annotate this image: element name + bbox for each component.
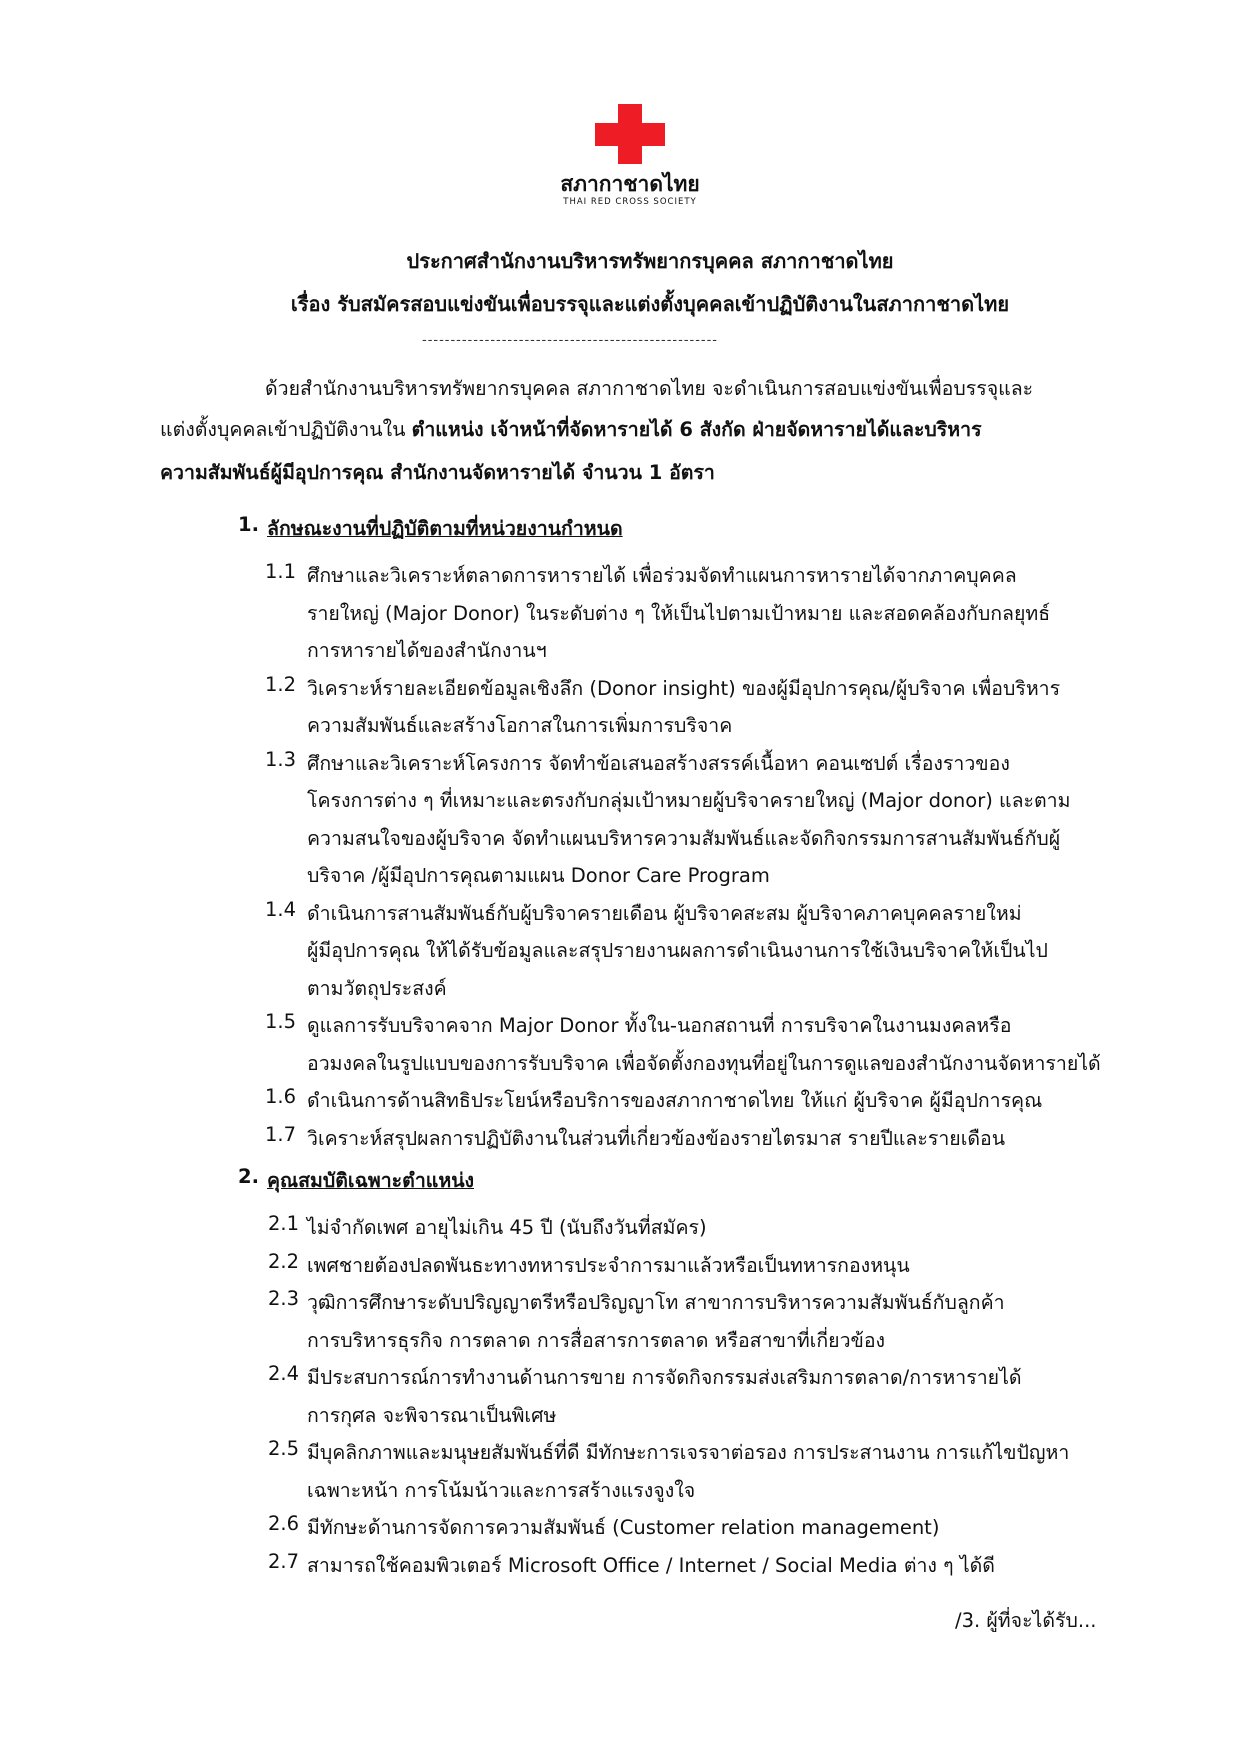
intro-line-2-text: แต่งตั้งบุคคลเข้าปฏิบัติงานใน — [160, 418, 412, 441]
item-text-line: วิเคราะห์สรุปผลการปฏิบัติงานในส่วนที่เกี่ยวข้องข้องรายไตรมาส รายปีและรายเดือน — [307, 1126, 1006, 1150]
section-title: ลักษณะงานที่ปฏิบัติตามที่หน่วยงานกำหนด — [267, 517, 623, 540]
item-number: 2.4 — [268, 1362, 300, 1385]
item-text-line: ความสนใจของผู้บริจาค จัดทำแผนบริหารความสัมพันธ์และจัดกิจกรรมการสานสัมพันธ์กับผู้ — [307, 826, 1061, 850]
item-number: 1.6 — [265, 1085, 297, 1108]
item-text-line: ความสัมพันธ์และสร้างโอกาสในการเพิ่มการบริจาค — [307, 714, 733, 737]
item-text-line: ตามวัตถุประสงค์ — [307, 976, 447, 1000]
intro-line-3: ความสัมพันธ์ผู้มีอุปการคุณ สำนักงานจัดหารายได้ จำนวน 1 อัตรา — [160, 461, 715, 484]
item-text-line: การบริหารธุรกิจ การตลาด การสื่อสารการตลาด หรือสาขาที่เกี่ยวข้อง — [307, 1328, 886, 1352]
item-number: 2.2 — [268, 1249, 300, 1273]
item-number: 2.5 — [268, 1437, 300, 1460]
item-number: 1.4 — [265, 897, 297, 921]
item-text-line: อวมงคลในรูปแบบของการรับบริจาค เพื่อจัดตั้งกองทุนที่อยู่ในการดูแลของสำนักงานจัดหารายได้ — [307, 1051, 1101, 1075]
item-text-line: เพศชายต้องปลดพันธะทางทหารประจำการมาแล้วหรือเป็นทหารกองหนุน — [307, 1253, 910, 1277]
item-text-line: โครงการต่าง ๆ ที่เหมาะและตรงกับกลุ่มเป้าหมายผู้บริจาครายใหญ่ (Major donor) และตาม — [307, 789, 1071, 812]
item-text-line: ศึกษาและวิเคราะห์โครงการ จัดทำข้อเสนอสร้างสรรค์เนื้อหา คอนเซปต์ เรื่องราวของ — [307, 751, 1010, 775]
divider-line: ---------------------------------------------------- — [422, 333, 718, 348]
item-text-line: วิเคราะห์รายละเอียดข้อมูลเชิงลึก (Donor insight) ของผู้มีอุปการคุณ/ผู้บริจาค เพื่อบริหาร — [307, 676, 1061, 700]
item-number: 1.3 — [265, 747, 297, 771]
org-name-english: THAI RED CROSS SOCIETY — [563, 197, 697, 207]
item-text-line: ดูแลการรับบริจาคจาก Major Donor ทั้งใน-นอกสถานที่ การบริจาคในงานมงคลหรือ — [307, 1014, 1012, 1037]
section-number: 2. — [238, 1165, 259, 1188]
item-text-line: การกุศล จะพิจารณาเป็นพิเศษ — [307, 1403, 557, 1427]
item-number: 2.6 — [268, 1512, 300, 1535]
intro-line-2 — [160, 414, 982, 445]
cross-horizontal-bar — [595, 123, 665, 146]
item-text-line: มีบุคลิกภาพและมนุษยสัมพันธ์ที่ดี มีทักษะการเจรจาต่อรอง การประสานงาน การแก้ไขปัญหา — [307, 1441, 1070, 1464]
intro-position-name: ตำแหน่ง เจ้าหน้าที่จัดหารายได้ 6 สังกัด ฝ่ายจัดหารายได้และบริหาร — [411, 418, 982, 441]
item-text-line: เฉพาะหน้า การโน้มน้าวและการสร้างแรงจูงใจ — [307, 1478, 696, 1502]
item-number: 1.1 — [265, 560, 297, 583]
item-text-line: ไม่จำกัดเพศ อายุไม่เกิน 45 ปี (นับถึงวันที่สมัคร) — [307, 1216, 707, 1239]
section-title: คุณสมบัติเฉพาะตำแหน่ง — [267, 1169, 475, 1192]
intro-line-1: ด้วยสำนักงานบริหารทรัพยากรบุคคล สภากาชาดไทย จะดำเนินการสอบแข่งขันเพื่อบรรจุและ — [265, 377, 1034, 400]
item-text-line: สามารถใช้คอมพิวเตอร์ Microsoft Office / Internet / Social Media ต่าง ๆ ได้ดี — [307, 1553, 995, 1577]
item-text-line: ผู้มีอุปการคุณ ให้ได้รับข้อมูลและสรุปรายงานผลการดำเนินงานการใช้เงินบริจาคให้เป็นไป — [307, 939, 1048, 962]
item-text-line: ดำเนินการด้านสิทธิประโยน์หรือบริการของสภากาชาดไทย ให้แก่ ผู้บริจาค ผู้มีอุปการคุณ — [307, 1089, 1043, 1112]
item-text-line: วุฒิการศึกษาระดับปริญญาตรีหรือปริญญาโท สาขาการบริหารความสัมพันธ์กับลูกค้า — [307, 1291, 1005, 1314]
announcement-title: ประกาศสำนักงานบริหารทรัพยากรบุคคล สภากาชาดไทย — [406, 249, 894, 273]
section-number: 1. — [238, 513, 259, 536]
item-text-line: บริจาค /ผู้มีอุปการคุณตามแผน Donor Care Program — [307, 864, 770, 887]
item-number: 1.2 — [265, 672, 297, 696]
item-number: 1.7 — [265, 1122, 297, 1146]
item-text-line: ศึกษาและวิเคราะห์ตลาดการหารายได้ เพื่อร่วมจัดทำแผนการหารายได้จากภาคบุคคล — [307, 564, 1017, 587]
page-continuation: /3. ผู้ที่จะได้รับ... — [955, 1609, 1097, 1632]
item-text-line: การหารายได้ของสำนักงานฯ — [307, 639, 547, 662]
item-number: 2.3 — [268, 1287, 300, 1310]
item-text-line: รายใหญ่ (Major Donor) ในระดับต่าง ๆ ให้เป็นไปตามเป้าหมาย และสอดคล้องกับกลยุทธ์ — [307, 601, 1051, 625]
item-text-line: มีทักษะด้านการจัดการความสัมพันธ์ (Customer relation management) — [307, 1516, 940, 1539]
item-number: 2.1 — [268, 1212, 300, 1235]
red-cross-logo-icon — [595, 104, 665, 174]
item-number: 2.7 — [268, 1549, 300, 1573]
org-name-thai: สภากาชาดไทย — [560, 172, 700, 196]
item-text-line: ดำเนินการสานสัมพันธ์กับผู้บริจาครายเดือน ผู้บริจาคสะสม ผู้บริจาคภาคบุคคลรายใหม่ — [307, 901, 1022, 925]
announcement-subject: เรื่อง รับสมัครสอบแข่งขันเพื่อบรรจุและแต่งตั้งบุคคลเข้าปฏิบัติงานในสภากาชาดไทย — [290, 292, 1010, 316]
item-text-line: มีประสบการณ์การทำงานด้านการขาย การจัดกิจกรรมส่งเสริมการตลาด/การหารายได้ — [307, 1366, 1022, 1389]
item-number: 1.5 — [265, 1010, 297, 1033]
